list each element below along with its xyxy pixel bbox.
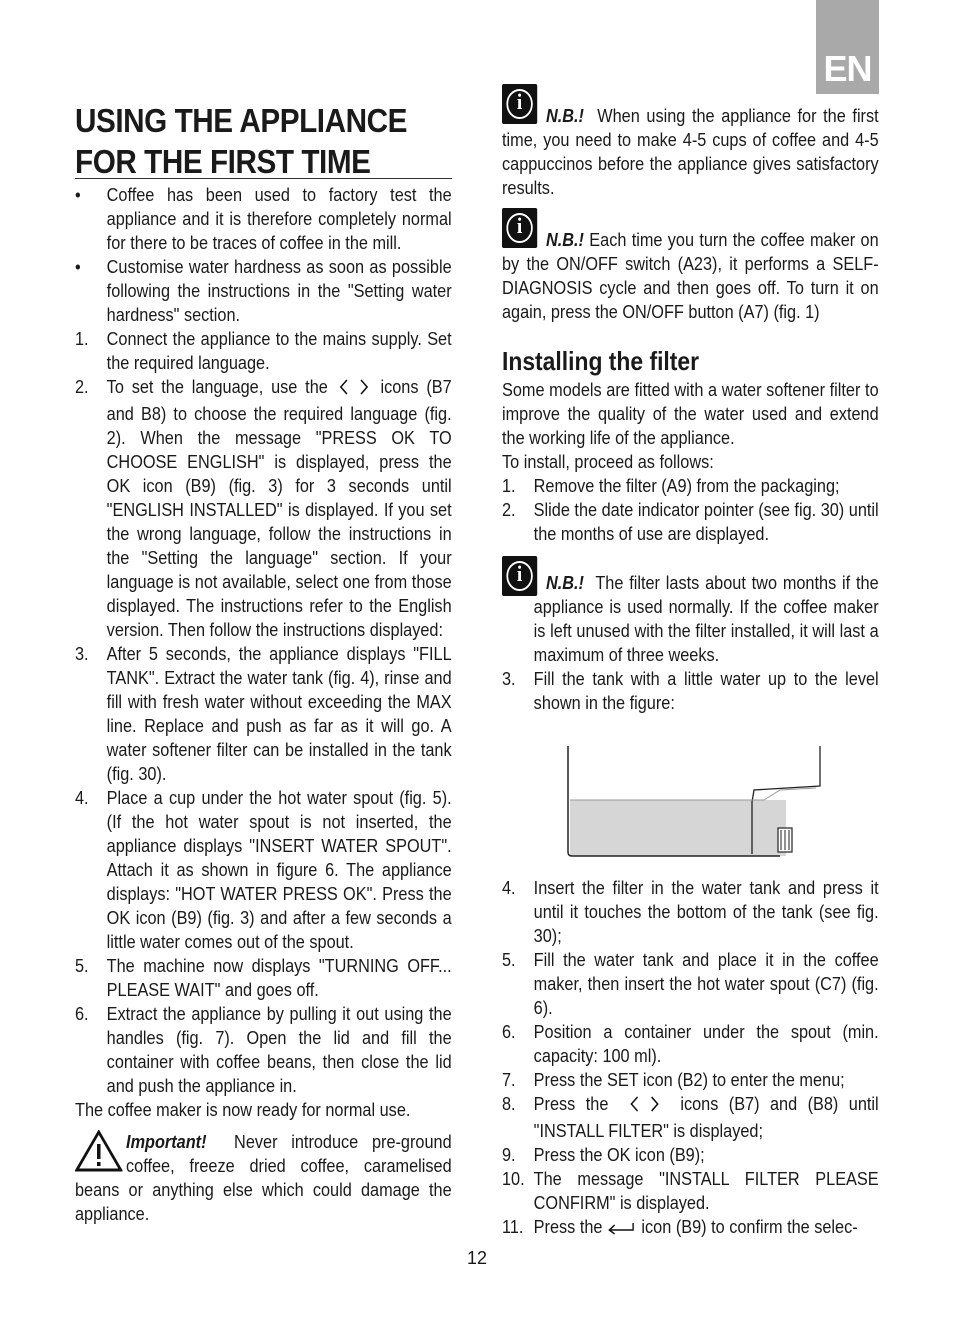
list-item: 6. Extract the appliance by pulling it out using the handles (fig. 7). Open the lid and fill the container with coffee beans, then close the lid and push the appliance in. [75,1003,452,1096]
right-column [502,84,879,715]
list-item: 4. Place a cup under the hot water spout (fig. 5). (If the hot water spout is not inserted, the appliance displays "INSERT WATER SPOUT". Attach it as shown in figure 6. The appliance displays: "HOT WATER PRESS OK". Press the OK icon (B9) (fig. 3) and after a few seconds a little water comes out of the spout. [75,787,452,952]
important-note: Important! Never introduce pre-ground coffee, freeze dried coffee, caramelised beans or anything else which could damage the appliance. [75,1131,452,1224]
page-title: USING THE APPLIANCE FOR THE FIRST TIME [75,102,407,180]
list-item: • Coffee has been used to factory test the appliance and it is therefore completely normal for there to be traces of coffee in the mill. [75,184,452,253]
nb-note: i N.B.! Each time you turn the coffee maker on by the ON/OFF switch (A23), it performs a SELF-DIAGNOSIS cycle and then goes off. To turn it on again, press the ON/OFF button (A7) (fig. 1) [502,208,879,324]
title-divider [75,178,452,179]
nb-note: i N.B.! The filter lasts about two months if the appliance is used normally. If the coffee maker is left unused with the filter installed, it will last a maximum of three weeks. [502,556,879,667]
nb-note: i N.B.! When using the appliance for the first time, you need to make 4-5 cups of coffee and 4-5 cappuccinos before the appliance gives satisfactory results. [502,84,879,200]
list-item: 5. The machine now displays "TURNING OFF... PLEASE WAIT" and goes off. [75,955,452,1000]
language-tab: EN [816,0,879,94]
left-column [75,183,452,1226]
list-item: 11. Press the icon (B9) to confirm the selec- [502,1215,879,1241]
list-item: 1. Remove the filter (A9) from the packaging; [502,475,840,496]
filter-intro: Some models are fitted with a water softener filter to improve the quality of the water used and extend the working life of the appliance. [502,379,879,448]
list-item: 10. The message "INSTALL FILTER PLEASE CONFIRM" is displayed. [502,1168,879,1213]
info-icon: i [502,84,537,124]
info-icon: i [502,208,537,248]
list-item: 9. Press the OK icon (B9); [502,1144,705,1165]
list-item: 4. Insert the filter in the water tank and press it until it touches the bottom of the tank (see fig. 30); [502,877,879,946]
list-item: 2. Slide the date indicator pointer (see fig. 30) until the months of use are displayed. [502,499,879,544]
water-tank-figure [566,746,822,860]
info-icon: i [502,556,537,596]
list-item: 3. Fill the tank with a little water up to the level shown in the figure: [502,668,879,713]
list-item: 6. Position a container under the spout (min. capacity: 100 ml). [502,1021,879,1066]
right-column-lower [502,876,879,1241]
page-number: 12 [466,1248,488,1268]
list-item: 1. Connect the appliance to the mains supply. Set the required language. [75,328,452,373]
list-item: 8. Press the icons (B7) and (B8) until "INSTALL FILTER" is displayed; [502,1093,879,1141]
warning-icon [75,1130,123,1170]
list-item: • Customise water hardness as soon as possible following the instructions in the "Setting water hardness" section. [75,256,452,325]
ready-text: The coffee maker is now ready for normal use. [75,1099,411,1120]
list-item: 7. Press the SET icon (B2) to enter the menu; [502,1069,845,1090]
list-item: 2. To set the language, use the icons (B7 and B8) to choose the required language (fig. 2). When the message "PRESS OK TO CHOOSE ENGLISH" is displayed, press the OK icon (B9) (fig. 3) for 3 seconds until "ENGLISH INSTALLED" is displayed. If you set the wrong language, follow the instructions in the "Setting the language" section. If your language is not available, select one from those displayed. The instructions refer to the English version. Then follow the instructions displayed: [75,376,452,640]
chevron-left-right-icon [619,1095,670,1119]
section-heading: Installing the filter [502,346,700,376]
list-item: 3. After 5 seconds, the appliance displays "FILL TANK". Extract the water tank (fig. 4), rinse and fill with fresh water without exceeding the MAX line. Replace and push as far as it will go. A water softener filter can be installed in the tank (fig. 30). [75,643,452,784]
return-arrow-icon [607,1217,637,1241]
list-item: 5. Fill the water tank and place it in the coffee maker, then insert the hot water spout (C7) (fig. 6). [502,949,879,1018]
chevron-left-right-icon [336,378,373,402]
install-intro: To install, proceed as follows: [502,451,714,472]
